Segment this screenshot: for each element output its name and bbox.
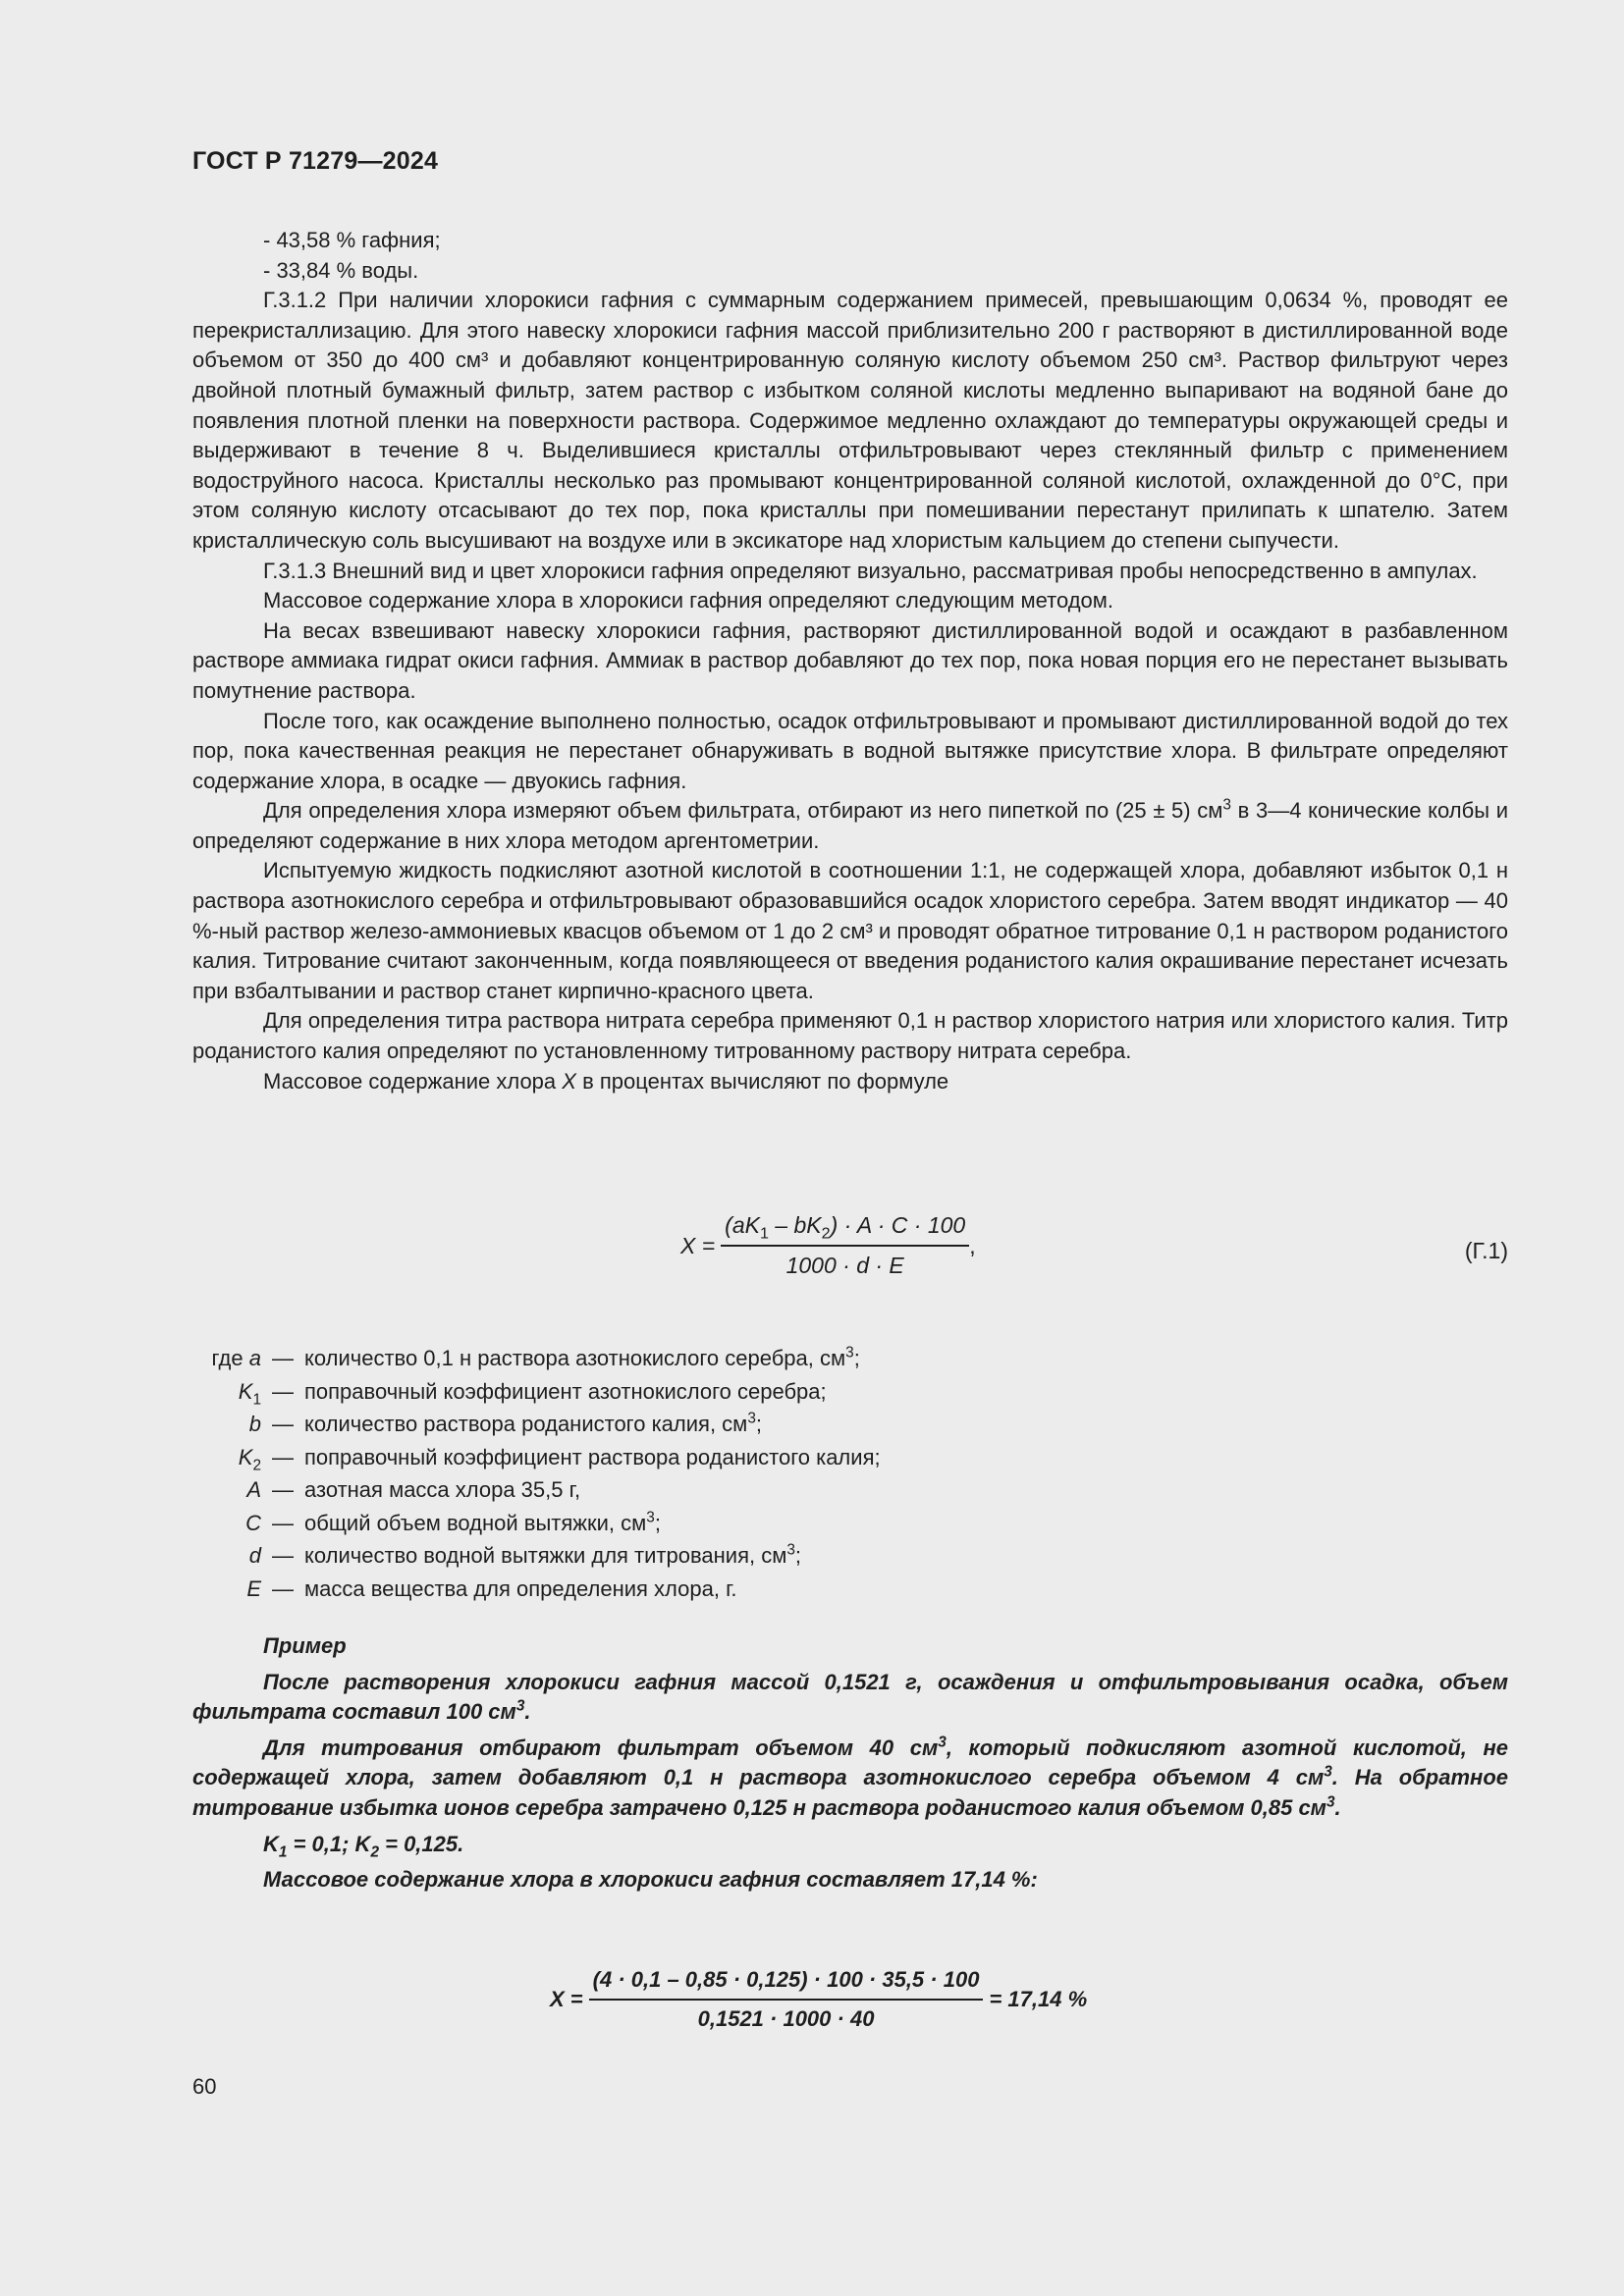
- legend-dash: —: [272, 1378, 294, 1404]
- list-item: - 33,84 % воды.: [263, 257, 419, 283]
- legend-description: [304, 1342, 860, 1375]
- legend-text: общий объем водной вытяжки, см: [304, 1510, 647, 1535]
- example-formula: [550, 1967, 1087, 2032]
- legend-text: количество 0,1 н раствора азотнокислого серебра, см: [304, 1346, 846, 1370]
- subscript: 1: [278, 1842, 288, 1860]
- num-part: ) · A · C · 100: [830, 1212, 966, 1238]
- text-run: Для определения хлора измеряют объем фильтрата, отбирают из него пипеткой по (25 ± 5) см: [263, 798, 1223, 824]
- superscript: 3: [938, 1734, 947, 1751]
- legend-row: [192, 1573, 881, 1606]
- legend-variable: E: [246, 1575, 261, 1601]
- superscript: 3: [1222, 796, 1231, 814]
- legend-variable: A: [246, 1477, 261, 1502]
- legend-text: поправочный коэффициент раствора роданистого калия;: [304, 1444, 881, 1469]
- legend-variable: b: [248, 1412, 261, 1436]
- example-numerator: (4 · 0,1 – 0,85 · 0,125) · 100 · 35,5 · 100: [589, 1967, 984, 2001]
- legend-row: [192, 1507, 881, 1540]
- equation-number: (Г.1): [1464, 1238, 1508, 1263]
- superscript: 3: [1326, 1793, 1335, 1811]
- variable: X: [562, 1068, 576, 1094]
- paragraph: Г.3.1.2 При наличии хлорокиси гафния с суммарным содержанием примесей, превышающим 0,0634 %, проводят ее перекристаллизацию. Для этого навеску хлорокиси гафния массой приблизительно 200 г растворяют в дистиллированной воде объемом от 350 до 400 см³ и добавляют концентрированную соляную кислоту объемом 250 см³. Раствор фильтруют через двойной плотный бумажный фильтр, затем раствор с избытком соляной кислоты медленно выпаривают на водяной бане до появления плотной пленки на поверхности раствора. Содержимое медленно охлаждают до температуры окружающей среды и выдерживают в течение 8 ч. Выделившиеся кристаллы отфильтровывают через стеклянный фильтр с применением водоструйного насоса. Кристаллы несколько раз промывают концентрированной соляной кислотой, охлажденной до 0°С, при этом соляную кислоту отсасывают до тех пор, пока кристаллы при помешивании перестанут прилипать к шпателю. Затем кристаллическую соль высушивают на воздухе или в эксикаторе над хлористым кальцием до степени сыпучести.: [192, 288, 1508, 553]
- superscript: 3: [515, 1697, 525, 1715]
- legend-text: масса вещества для определения хлора, г.: [304, 1575, 737, 1601]
- legend-dash: —: [272, 1412, 294, 1436]
- formula-fraction: [721, 1212, 969, 1279]
- legend-text: поправочный коэффициент азотнокислого серебра;: [304, 1378, 827, 1404]
- paragraph: [192, 796, 1508, 856]
- legend-dash: —: [272, 1575, 294, 1601]
- legend-end: ;: [755, 1412, 762, 1436]
- legend-dash: —: [272, 1346, 294, 1370]
- legend-symbol: [192, 1408, 261, 1441]
- legend-superscript: 3: [646, 1509, 655, 1526]
- paragraph: Испытуемую жидкость подкисляют азотной кислотой в соотношении 1:1, не содержащей хлора, добавляют избыток 0,1 н раствора азотнокислого серебра и отфильтровывают образовавшийся осадок хлористого серебра. Затем вводят индикатор — 40 %-ный раствор железо-аммониевых квасцов объемом от 1 до 2 см³ и проводят обратное титрование 0,1 н раствором роданистого калия. Титрование считают законченным, когда появляющееся от введения роданистого калия окрашивание перестанет исчезать при взбалтывании и раствор станет кирпично-красного цвета.: [192, 858, 1508, 1003]
- paragraph: Для определения титра раствора нитрата серебра применяют 0,1 н раствор хлористого натрия или хлористого калия. Титр роданистого калия определяют по установленному титрованному раствору нитрата серебра.: [192, 1008, 1508, 1064]
- legend-symbol: [192, 1573, 261, 1606]
- legend-description: [304, 1473, 580, 1507]
- example-paragraph: [192, 1734, 1508, 1824]
- superscript: 3: [1324, 1764, 1332, 1782]
- num-subscript: 1: [759, 1224, 769, 1243]
- legend-description: [304, 1441, 881, 1474]
- paragraph: [192, 1067, 1508, 1097]
- legend-dash: —: [272, 1543, 294, 1568]
- num-part: – bK: [768, 1212, 822, 1238]
- text-run: в процентах вычисляют по формуле: [575, 1068, 949, 1094]
- legend-prefix: где: [211, 1346, 249, 1370]
- formula-trail: ,: [969, 1232, 976, 1258]
- legend-symbol: [192, 1441, 261, 1474]
- legend-variable: C: [245, 1510, 261, 1535]
- text-run: . На обратное титрование избытка ионов серебра затрачено 0,125 н раствора роданистого калия объемом 0,85 см: [192, 1765, 1508, 1820]
- page-number: 60: [192, 2074, 217, 2099]
- formula-denominator: [786, 1247, 904, 1279]
- legend-subscript: 2: [252, 1456, 261, 1473]
- example-fraction: [589, 1967, 984, 2032]
- text-run: в 3—4 конические колбы и определяют содержание в них хлора методом аргентометрии.: [192, 798, 1508, 853]
- legend-text: азотная масса хлора 35,5 г,: [304, 1477, 581, 1502]
- text-run: , который подкисляют азотной кислотой, не содержащей хлора, затем добавляют 0,1 н раствора азотнокислого серебра объемом 4 см: [192, 1735, 1509, 1790]
- text-run: Для титрования отбирают фильтрат объемом 40 см: [263, 1735, 939, 1760]
- legend-description: [304, 1408, 762, 1441]
- text-run: Массовое содержание хлора: [263, 1068, 563, 1094]
- legend-row: [192, 1375, 881, 1409]
- legend-symbol: [192, 1539, 261, 1573]
- num-part: (aK: [725, 1212, 760, 1238]
- legend-description: [304, 1539, 801, 1573]
- example-heading: Пример: [263, 1633, 347, 1658]
- legend-dash: —: [272, 1477, 294, 1502]
- subscript: 2: [370, 1842, 379, 1860]
- num-subscript: 2: [821, 1224, 831, 1243]
- legend-dash: —: [272, 1444, 294, 1469]
- legend-symbol: [192, 1342, 261, 1375]
- formula-lhs: [680, 1233, 715, 1259]
- document-body: [192, 226, 1508, 1096]
- formula-numerator: [721, 1212, 969, 1247]
- legend-superscript: 3: [786, 1541, 795, 1559]
- symbol-legend: [192, 1342, 881, 1605]
- legend-symbol: [192, 1375, 261, 1409]
- legend-variable: K: [238, 1444, 253, 1469]
- document-header: ГОСТ Р 71279—2024: [192, 147, 439, 175]
- den-text: 1000 · d · E: [785, 1253, 904, 1278]
- legend-superscript: 3: [747, 1410, 756, 1427]
- example-block: [192, 1631, 1508, 1901]
- paragraph: На весах взвешивают навеску хлорокиси гафния, растворяют дистиллированной водой и осаждают в разбавленном растворе аммиака гидрат окиси гафния. Аммиак в раствор добавляют до тех пор, пока новая порция его не перестанет вызывать помутнение раствора.: [192, 617, 1508, 703]
- legend-description: [304, 1507, 661, 1540]
- text-run: .: [524, 1699, 531, 1725]
- legend-symbol: [192, 1507, 261, 1540]
- coefficients-line: [192, 1830, 1508, 1860]
- text-run: .: [1334, 1794, 1341, 1820]
- legend-variable: a: [248, 1346, 261, 1370]
- formula: [680, 1212, 976, 1279]
- example-result: Массовое содержание хлора в хлорокиси гафния составляет 17,14 %:: [263, 1867, 1038, 1893]
- legend-row: [192, 1441, 881, 1474]
- legend-dash: —: [272, 1510, 294, 1535]
- legend-description: [304, 1573, 737, 1606]
- text-run: K: [263, 1831, 279, 1856]
- text-run: = 0,1; K: [287, 1831, 371, 1856]
- text-run: = 0,125.: [379, 1831, 464, 1856]
- legend-row: [192, 1539, 881, 1573]
- legend-end: ;: [853, 1346, 860, 1370]
- legend-row: [192, 1408, 881, 1441]
- example-formula-rhs: = 17,14 %: [989, 1987, 1088, 2011]
- paragraph: Г.3.1.3 Внешний вид и цвет хлорокиси гафния определяют визуально, рассматривая пробы непосредственно в ампулах.: [263, 558, 1478, 583]
- legend-end: ;: [654, 1510, 661, 1535]
- paragraph: Массовое содержание хлора в хлорокиси гафния определяют следующим методом.: [263, 588, 1114, 614]
- example-formula-lhs: X =: [550, 1987, 583, 2011]
- list-item: - 43,58 % гафния;: [263, 228, 441, 252]
- legend-description: [304, 1375, 827, 1409]
- example-paragraph: [192, 1668, 1508, 1728]
- legend-row: [192, 1342, 881, 1375]
- legend-end: ;: [794, 1543, 802, 1568]
- text-run: После растворения хлорокиси гафния массой 0,1521 г, осаждения и отфильтровывания осадка, объем фильтрата составил 100 см: [192, 1669, 1508, 1725]
- formula-block: [192, 1212, 1508, 1291]
- legend-row: [192, 1473, 881, 1507]
- example-denominator: 0,1521 · 1000 · 40: [697, 2006, 875, 2031]
- formula-lhs-text: X =: [680, 1232, 716, 1258]
- legend-symbol: [192, 1473, 261, 1507]
- legend-text: количество раствора роданистого калия, см: [304, 1412, 748, 1436]
- legend-superscript: 3: [845, 1344, 854, 1362]
- legend-subscript: 1: [252, 1390, 261, 1408]
- legend-text: количество водной вытяжки для титрования, см: [304, 1543, 787, 1568]
- legend-variable: d: [248, 1543, 261, 1568]
- legend-variable: K: [238, 1378, 253, 1404]
- paragraph: После того, как осаждение выполнено полностью, осадок отфильтровывают и промывают дистиллированной водой до тех пор, пока качественная реакция не перестанет обнаруживать в водной вытяжке присутствие хлора. В фильтрате определяют содержание хлора, в осадке — двуокись гафния.: [192, 708, 1508, 793]
